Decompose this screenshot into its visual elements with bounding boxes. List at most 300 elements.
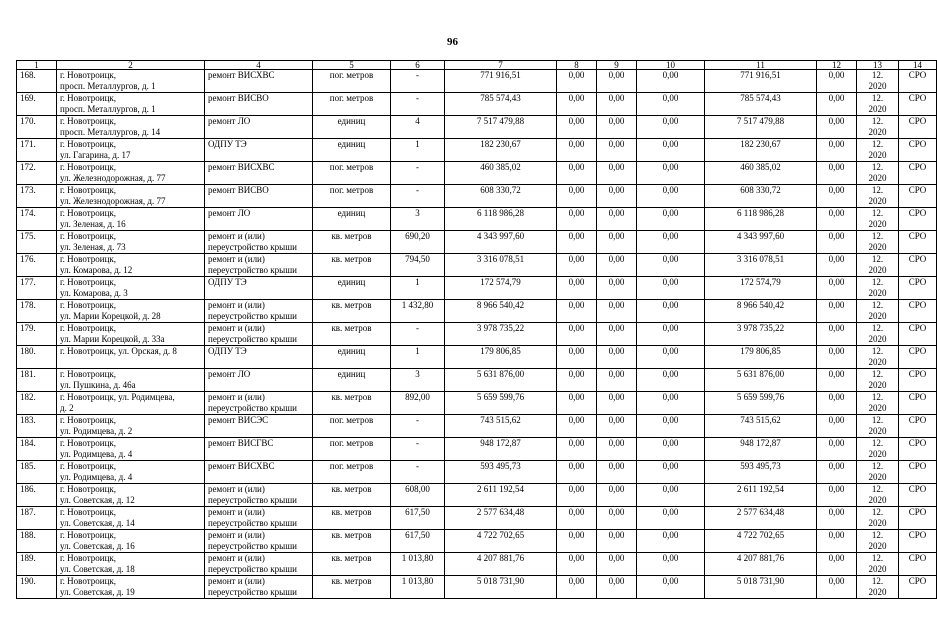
fund-col-10-line: 0,00: [662, 507, 679, 517]
fund-col-12-line: 0,00: [828, 208, 845, 218]
address-line: г. Новотроицк,: [60, 484, 117, 494]
completion-date-line: 2020: [868, 173, 887, 183]
fund-col-8: [557, 461, 597, 484]
total-cost: [445, 300, 557, 323]
fund-col-9-line: 0,00: [608, 277, 625, 287]
unit-line: пог. метров: [329, 93, 374, 103]
fund-col-12-line: 0,00: [828, 461, 845, 471]
fund-col-12: [817, 70, 857, 93]
fund-col-10-line: 0,00: [662, 162, 679, 172]
completion-date-line: 2020: [868, 150, 887, 160]
fund-col-10: [637, 300, 705, 323]
unit: [313, 70, 391, 93]
fund-col-9: [597, 438, 637, 461]
method-line: СРО: [908, 553, 927, 563]
total-cost-line: 948 172,87: [480, 438, 521, 448]
fund-col-10: [637, 277, 705, 300]
method-line: СРО: [908, 369, 927, 379]
fund-col-11-line: 608 330,72: [740, 185, 781, 195]
work-type: [205, 162, 313, 185]
fund-col-12: [817, 415, 857, 438]
unit: [313, 507, 391, 530]
row-number: [17, 162, 57, 185]
fund-col-9-line: 0,00: [608, 461, 625, 471]
address-line: просп. Металлургов, д. 1: [60, 81, 156, 91]
address-line: ул. Советская, д. 18: [60, 564, 135, 574]
table-row: [17, 70, 937, 93]
address: [57, 530, 205, 553]
unit: [313, 116, 391, 139]
quantity-line: 608,00: [405, 484, 430, 494]
row-number: [17, 70, 57, 93]
unit: [313, 346, 391, 369]
unit-line: кв. метров: [331, 254, 372, 264]
unit: [313, 392, 391, 415]
unit-line: кв. метров: [331, 231, 372, 241]
work-type-line: ремонт и (или): [208, 507, 265, 517]
fund-col-9: [597, 323, 637, 346]
quantity-line: 1 013,80: [401, 576, 434, 586]
fund-col-11: [705, 530, 817, 553]
fund-col-11: [705, 70, 817, 93]
repair-schedule-table: [16, 60, 937, 599]
fund-col-10-line: 0,00: [662, 576, 679, 586]
work-type-line: ремонт и (или): [208, 231, 265, 241]
quantity-line: 617,50: [405, 507, 430, 517]
column-number: 10: [637, 61, 705, 70]
fund-col-9-line: 0,00: [608, 392, 625, 402]
column-number: 2: [57, 61, 205, 70]
row-number-line: 170.: [20, 116, 36, 126]
unit: [313, 415, 391, 438]
work-type: [205, 392, 313, 415]
quantity-line: -: [416, 70, 419, 80]
address: [57, 231, 205, 254]
quantity-line: 794,50: [405, 254, 430, 264]
total-cost: [445, 530, 557, 553]
unit-line: кв. метров: [331, 323, 372, 333]
fund-col-11-line: 179 806,85: [740, 346, 781, 356]
completion-date-line: 2020: [868, 472, 887, 482]
quantity: [391, 208, 445, 231]
fund-col-11: [705, 185, 817, 208]
address-line: г. Новотроицк,: [60, 553, 117, 563]
method-line: СРО: [908, 139, 927, 149]
work-type-line: ремонт ВИСХВС: [208, 70, 275, 80]
address-line: ул. Железнодорожная, д. 77: [60, 173, 166, 183]
method-line: СРО: [908, 162, 927, 172]
unit-line: пог. метров: [329, 415, 374, 425]
work-type-line: переустройство крыши: [208, 334, 297, 344]
completion-date-line: 12.: [871, 70, 884, 80]
fund-col-11: [705, 438, 817, 461]
unit: [313, 162, 391, 185]
fund-col-8: [557, 277, 597, 300]
unit: [313, 438, 391, 461]
method-line: СРО: [908, 208, 927, 218]
unit-line: пог. метров: [329, 70, 374, 80]
fund-col-12-line: 0,00: [828, 93, 845, 103]
table-row: [17, 369, 937, 392]
fund-col-9-line: 0,00: [608, 231, 625, 241]
quantity-line: 1: [415, 139, 420, 149]
quantity-line: 1 432,80: [401, 300, 434, 310]
address-line: г. Новотроицк,: [60, 231, 117, 241]
fund-col-9: [597, 553, 637, 576]
method-line: СРО: [908, 70, 927, 80]
column-number: 7: [445, 61, 557, 70]
table-row: [17, 139, 937, 162]
completion-date: [857, 576, 899, 599]
completion-date-line: 2020: [868, 495, 887, 505]
unit-line: кв. метров: [331, 576, 372, 586]
method: [899, 507, 937, 530]
total-cost: [445, 93, 557, 116]
fund-col-9-line: 0,00: [608, 185, 625, 195]
address-line: г. Новотроицк,: [60, 254, 117, 264]
row-number-line: 186.: [20, 484, 36, 494]
completion-date-line: 2020: [868, 403, 887, 413]
work-type: [205, 300, 313, 323]
fund-col-8-line: 0,00: [568, 484, 585, 494]
quantity: [391, 231, 445, 254]
fund-col-11-line: 460 385,02: [740, 162, 781, 172]
method: [899, 553, 937, 576]
work-type-line: ремонт ВИСХВС: [208, 461, 275, 471]
fund-col-11-line: 5 659 599,76: [736, 392, 785, 402]
address-line: г. Новотроицк, ул. Родимцева,: [60, 392, 175, 402]
fund-col-12: [817, 139, 857, 162]
fund-col-8-line: 0,00: [568, 461, 585, 471]
completion-date-line: 12.: [871, 392, 884, 402]
fund-col-8-line: 0,00: [568, 277, 585, 287]
completion-date-line: 12.: [871, 369, 884, 379]
fund-col-10: [637, 553, 705, 576]
address: [57, 162, 205, 185]
address-line: ул. Советская, д. 12: [60, 495, 135, 505]
total-cost: [445, 369, 557, 392]
fund-col-10-line: 0,00: [662, 415, 679, 425]
unit: [313, 254, 391, 277]
total-cost-line: 2 577 634,48: [476, 507, 525, 517]
row-number-line: 188.: [20, 530, 36, 540]
work-type: [205, 116, 313, 139]
row-number-line: 182.: [20, 392, 36, 402]
address-line: ул. Гагарина, д. 17: [60, 150, 131, 160]
row-number: [17, 93, 57, 116]
completion-date-line: 12.: [871, 415, 884, 425]
work-type: [205, 438, 313, 461]
total-cost: [445, 70, 557, 93]
fund-col-8: [557, 530, 597, 553]
total-cost: [445, 415, 557, 438]
completion-date-line: 2020: [868, 81, 887, 91]
fund-col-9-line: 0,00: [608, 507, 625, 517]
column-number: 1: [17, 61, 57, 70]
address-line: г. Новотроицк,: [60, 277, 117, 287]
fund-col-12: [817, 323, 857, 346]
fund-col-10: [637, 231, 705, 254]
address: [57, 346, 205, 369]
address-line: г. Новотроицк,: [60, 70, 117, 80]
method: [899, 392, 937, 415]
fund-col-9-line: 0,00: [608, 116, 625, 126]
table-row: [17, 300, 937, 323]
fund-col-11-line: 4 207 881,76: [736, 553, 785, 563]
fund-col-10: [637, 369, 705, 392]
completion-date-line: 12.: [871, 93, 884, 103]
unit: [313, 208, 391, 231]
fund-col-12-line: 0,00: [828, 415, 845, 425]
method: [899, 438, 937, 461]
page-number: 96: [447, 36, 458, 48]
unit-line: единиц: [337, 277, 366, 287]
fund-col-8-line: 0,00: [568, 254, 585, 264]
completion-date: [857, 507, 899, 530]
fund-col-11: [705, 254, 817, 277]
fund-col-8: [557, 576, 597, 599]
work-type-line: ремонт ВИСЭС: [208, 415, 269, 425]
row-number: [17, 323, 57, 346]
fund-col-10: [637, 438, 705, 461]
work-type-line: ремонт ВИСГВС: [208, 438, 274, 448]
fund-col-9: [597, 576, 637, 599]
fund-col-12-line: 0,00: [828, 507, 845, 517]
method: [899, 461, 937, 484]
fund-col-9-line: 0,00: [608, 323, 625, 333]
completion-date: [857, 162, 899, 185]
fund-col-12-line: 0,00: [828, 231, 845, 241]
completion-date: [857, 208, 899, 231]
completion-date: [857, 323, 899, 346]
completion-date-line: 12.: [871, 346, 884, 356]
method-line: СРО: [908, 507, 927, 517]
fund-col-8: [557, 484, 597, 507]
fund-col-12: [817, 507, 857, 530]
unit-line: единиц: [337, 116, 366, 126]
fund-col-10-line: 0,00: [662, 300, 679, 310]
address: [57, 139, 205, 162]
fund-col-11: [705, 323, 817, 346]
total-cost-line: 460 385,02: [480, 162, 521, 172]
quantity: [391, 116, 445, 139]
fund-col-11-line: 4 722 702,65: [736, 530, 785, 540]
completion-date-line: 12.: [871, 208, 884, 218]
address-line: г. Новотроицк,: [60, 93, 117, 103]
quantity: [391, 346, 445, 369]
work-type-line: ОДПУ ТЭ: [208, 346, 247, 356]
fund-col-8-line: 0,00: [568, 162, 585, 172]
work-type: [205, 185, 313, 208]
completion-date: [857, 369, 899, 392]
fund-col-12: [817, 231, 857, 254]
fund-col-10: [637, 484, 705, 507]
quantity: [391, 162, 445, 185]
fund-col-9-line: 0,00: [608, 139, 625, 149]
work-type-line: ремонт и (или): [208, 530, 265, 540]
fund-col-10: [637, 346, 705, 369]
row-number: [17, 392, 57, 415]
row-number: [17, 139, 57, 162]
address-line: ул. Пушкина, д. 46а: [60, 380, 136, 390]
address-line: просп. Металлургов, д. 14: [60, 127, 161, 137]
fund-col-11-line: 172 574,79: [740, 277, 781, 287]
fund-col-11-line: 5 631 876,00: [736, 369, 785, 379]
row-number: [17, 576, 57, 599]
total-cost: [445, 116, 557, 139]
fund-col-10-line: 0,00: [662, 392, 679, 402]
address-line: г. Новотроицк, ул. Орская, д. 8: [60, 346, 177, 356]
work-type-line: переустройство крыши: [208, 518, 297, 528]
method: [899, 300, 937, 323]
fund-col-8: [557, 70, 597, 93]
fund-col-12: [817, 461, 857, 484]
row-number-line: 178.: [20, 300, 36, 310]
method-line: СРО: [908, 323, 927, 333]
table-row: [17, 346, 937, 369]
method-line: СРО: [908, 93, 927, 103]
fund-col-12: [817, 484, 857, 507]
row-number-line: 187.: [20, 507, 36, 517]
address: [57, 415, 205, 438]
address-line: г. Новотроицк,: [60, 208, 117, 218]
fund-col-12-line: 0,00: [828, 553, 845, 563]
row-number-line: 190.: [20, 576, 36, 586]
fund-col-8-line: 0,00: [568, 139, 585, 149]
unit: [313, 93, 391, 116]
fund-col-9: [597, 461, 637, 484]
address-line: просп. Металлургов, д. 1: [60, 104, 156, 114]
completion-date: [857, 415, 899, 438]
total-cost: [445, 461, 557, 484]
method: [899, 277, 937, 300]
completion-date-line: 2020: [868, 288, 887, 298]
fund-col-10: [637, 116, 705, 139]
fund-col-8: [557, 162, 597, 185]
method: [899, 323, 937, 346]
work-type-line: ремонт ВИСВО: [208, 93, 269, 103]
work-type-line: переустройство крыши: [208, 541, 297, 551]
fund-col-10-line: 0,00: [662, 553, 679, 563]
method: [899, 254, 937, 277]
address-line: д. 2: [60, 403, 74, 413]
fund-col-11: [705, 116, 817, 139]
completion-date: [857, 277, 899, 300]
row-number-line: 174.: [20, 208, 36, 218]
row-number-line: 175.: [20, 231, 36, 241]
total-cost: [445, 484, 557, 507]
address-line: ул. Родимцева, д. 4: [60, 449, 133, 459]
fund-col-9: [597, 392, 637, 415]
column-number: 12: [817, 61, 857, 70]
method: [899, 530, 937, 553]
method: [899, 484, 937, 507]
fund-col-8-line: 0,00: [568, 323, 585, 333]
fund-col-10-line: 0,00: [662, 530, 679, 540]
fund-col-11-line: 8 966 540,42: [736, 300, 785, 310]
fund-col-9-line: 0,00: [608, 300, 625, 310]
quantity: [391, 415, 445, 438]
quantity-line: 617,50: [405, 530, 430, 540]
unit-line: пог. метров: [329, 438, 374, 448]
fund-col-8: [557, 254, 597, 277]
work-type-line: переустройство крыши: [208, 265, 297, 275]
unit-line: пог. метров: [329, 185, 374, 195]
row-number-line: 184.: [20, 438, 36, 448]
fund-col-9: [597, 507, 637, 530]
fund-col-9: [597, 231, 637, 254]
fund-col-10: [637, 461, 705, 484]
fund-col-9-line: 0,00: [608, 208, 625, 218]
fund-col-11-line: 2 577 634,48: [736, 507, 785, 517]
fund-col-10-line: 0,00: [662, 70, 679, 80]
work-type: [205, 323, 313, 346]
fund-col-8: [557, 208, 597, 231]
address-line: г. Новотроицк,: [60, 438, 117, 448]
fund-col-9-line: 0,00: [608, 415, 625, 425]
unit-line: кв. метров: [331, 507, 372, 517]
row-number: [17, 461, 57, 484]
fund-col-11-line: 3 316 078,51: [736, 254, 785, 264]
total-cost-line: 3 978 735,22: [476, 323, 525, 333]
work-type-line: ОДПУ ТЭ: [208, 277, 247, 287]
fund-col-12-line: 0,00: [828, 300, 845, 310]
row-number: [17, 185, 57, 208]
method: [899, 208, 937, 231]
fund-col-12-line: 0,00: [828, 185, 845, 195]
row-number-line: 173.: [20, 185, 36, 195]
work-type-line: переустройство крыши: [208, 587, 297, 597]
completion-date: [857, 461, 899, 484]
column-number: 6: [391, 61, 445, 70]
fund-col-12-line: 0,00: [828, 484, 845, 494]
unit-line: кв. метров: [331, 484, 372, 494]
fund-col-8-line: 0,00: [568, 553, 585, 563]
method-line: СРО: [908, 576, 927, 586]
fund-col-11-line: 7 517 479,88: [736, 116, 785, 126]
fund-col-11: [705, 507, 817, 530]
table-row: [17, 185, 937, 208]
completion-date-line: 2020: [868, 104, 887, 114]
quantity: [391, 438, 445, 461]
method-line: СРО: [908, 461, 927, 471]
fund-col-10: [637, 254, 705, 277]
work-type-line: ремонт и (или): [208, 553, 265, 563]
row-number: [17, 553, 57, 576]
address-line: г. Новотроицк,: [60, 116, 117, 126]
fund-col-12-line: 0,00: [828, 254, 845, 264]
address: [57, 507, 205, 530]
row-number-line: 172.: [20, 162, 36, 172]
table-row: [17, 507, 937, 530]
row-number: [17, 277, 57, 300]
total-cost-line: 172 574,79: [480, 277, 521, 287]
fund-col-8: [557, 392, 597, 415]
fund-col-11: [705, 415, 817, 438]
row-number: [17, 254, 57, 277]
completion-date-line: 12.: [871, 323, 884, 333]
work-type: [205, 484, 313, 507]
total-cost: [445, 346, 557, 369]
fund-col-10: [637, 323, 705, 346]
unit: [313, 484, 391, 507]
quantity: [391, 530, 445, 553]
work-type: [205, 231, 313, 254]
work-type-line: ремонт и (или): [208, 300, 265, 310]
fund-col-9-line: 0,00: [608, 70, 625, 80]
total-cost: [445, 553, 557, 576]
address: [57, 93, 205, 116]
